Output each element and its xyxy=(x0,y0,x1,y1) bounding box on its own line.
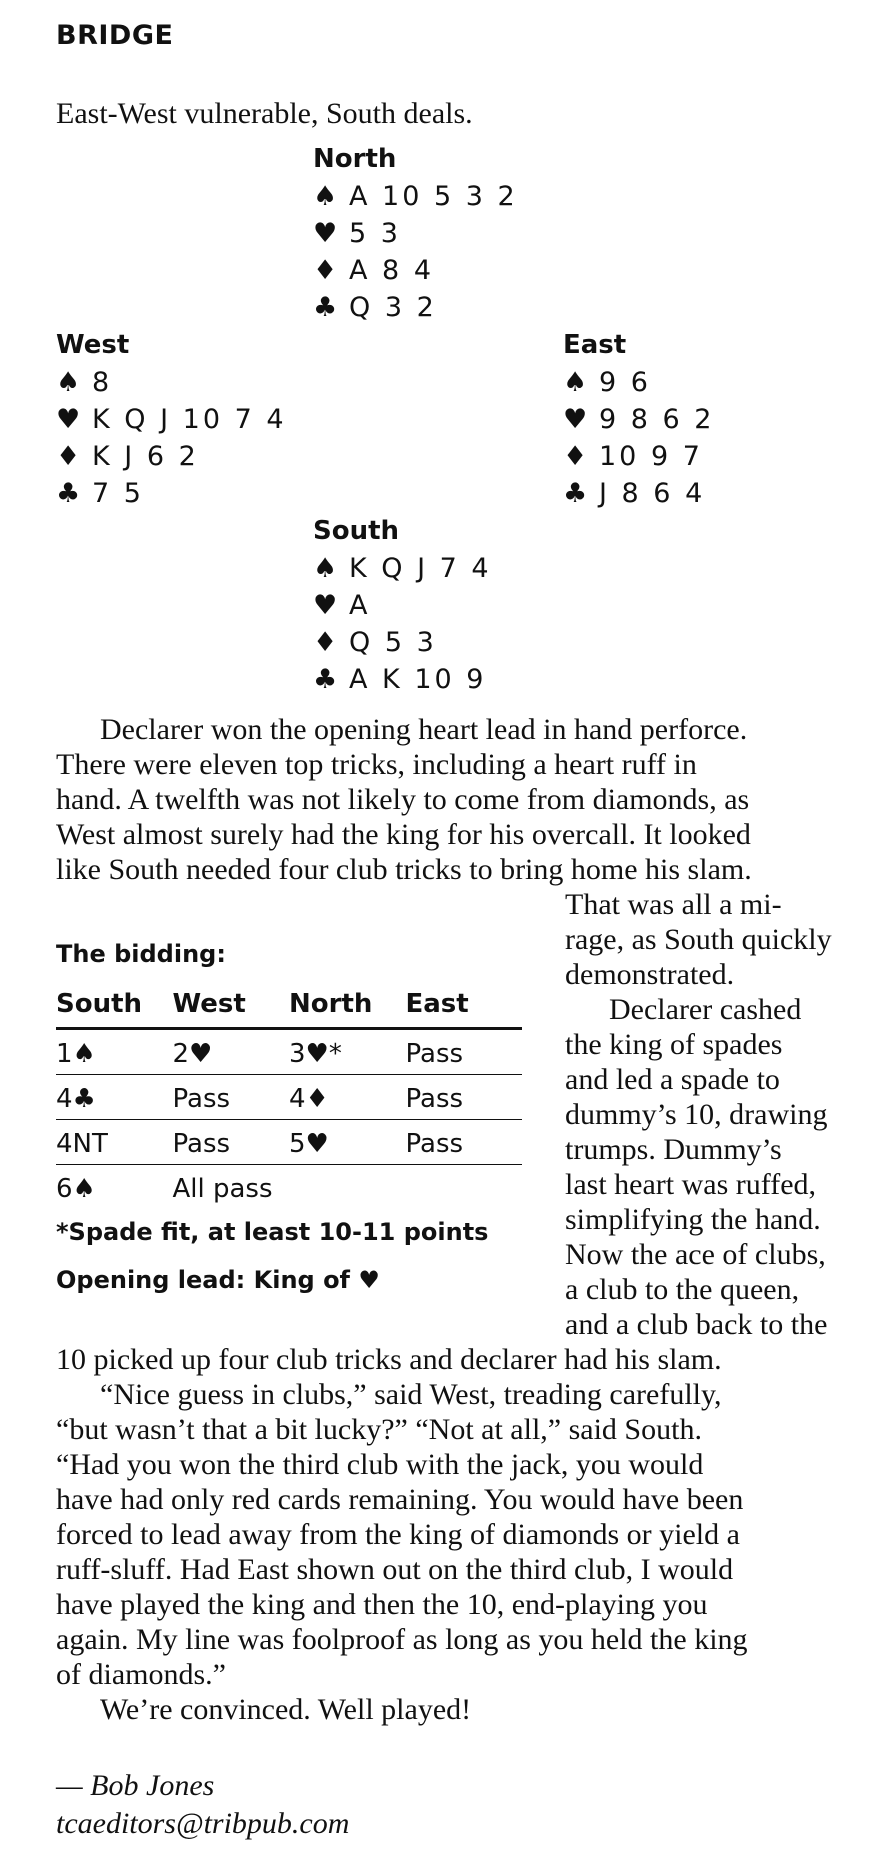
diamonds-cards: Q 5 3 xyxy=(349,627,437,658)
text-line: trumps. Dummy’s xyxy=(565,1133,782,1166)
text-line: ruff-sluff. Had East shown out on the third club, I would xyxy=(56,1553,734,1586)
hand-name: West xyxy=(56,330,130,360)
spades-cards: 9 6 xyxy=(599,367,651,398)
bid-cell: Pass xyxy=(406,1075,523,1120)
hand-name: South xyxy=(313,516,400,546)
bidding-row xyxy=(56,1120,522,1165)
bid-cell: 1♠ xyxy=(56,1029,173,1075)
clubs-row xyxy=(563,475,714,512)
diamond-icon: ♦ xyxy=(563,441,588,472)
diamonds-cards: K J 6 2 xyxy=(92,441,199,472)
article-paragraph-1 xyxy=(56,712,856,887)
text-line: again. My line was foolproof as long as you held the king xyxy=(56,1623,748,1656)
bidding-header: West xyxy=(173,985,290,1029)
bid-cell: Pass xyxy=(406,1120,523,1165)
bid-cell: 5♥ xyxy=(289,1120,406,1165)
text-line: the king of spades xyxy=(565,1028,783,1061)
text-line: and led a spade to xyxy=(565,1063,780,1096)
club-icon: ♣ xyxy=(56,478,81,509)
clubs-cards: A K 10 9 xyxy=(349,664,487,695)
hearts-cards: K Q J 10 7 4 xyxy=(92,404,287,435)
hand-north xyxy=(313,141,518,326)
hand-west xyxy=(56,327,287,512)
column-title: BRIDGE xyxy=(56,20,174,51)
author-email: tcaeditors@tribpub.com xyxy=(56,1807,350,1840)
bidding-footnote: *Spade fit, at least 10-11 points xyxy=(56,1218,489,1246)
bidding-table xyxy=(56,985,522,1209)
spade-icon: ♠ xyxy=(313,181,338,212)
vulnerability-line: East-West vulnerable, South deals. xyxy=(56,97,473,130)
text-line: simplifying the hand. xyxy=(565,1203,821,1236)
clubs-row xyxy=(313,661,492,698)
heart-icon: ♥ xyxy=(56,404,81,435)
club-icon: ♣ xyxy=(313,292,338,323)
spades-row xyxy=(56,364,287,401)
text-line: “but wasn’t that a bit lucky?” “Not at all,” said South. xyxy=(56,1413,702,1446)
spade-icon: ♠ xyxy=(56,367,81,398)
text-line: Declarer cashed xyxy=(609,993,802,1026)
text-line: hand. A twelfth was not likely to come from diamonds, as xyxy=(56,783,750,816)
heart-icon: ♥ xyxy=(358,1266,380,1294)
diamond-icon: ♦ xyxy=(313,627,338,658)
text-line: forced to lead away from the king of diamonds or yield a xyxy=(56,1518,740,1551)
diamonds-row xyxy=(313,252,518,289)
text-line: last heart was ruffed, xyxy=(565,1168,817,1201)
bid-cell: 4NT xyxy=(56,1120,173,1165)
text-line: have played the king and then the 10, end-playing you xyxy=(56,1588,708,1621)
article-right-column xyxy=(565,887,865,1342)
hearts-cards: A xyxy=(349,590,371,621)
spades-cards: K Q J 7 4 xyxy=(349,553,492,584)
text-line: Now the ace of clubs, xyxy=(565,1238,826,1271)
text-line: dummy’s 10, drawing xyxy=(565,1098,828,1131)
text-line: We’re convinced. Well played! xyxy=(100,1693,472,1726)
bidding-row xyxy=(56,1165,522,1210)
text-line: “Had you won the third club with the jack, you would xyxy=(56,1448,704,1481)
hearts-row xyxy=(313,587,492,624)
heart-icon: ♥ xyxy=(313,218,338,249)
hearts-row xyxy=(56,401,287,438)
text-line: a club to the queen, xyxy=(565,1273,800,1306)
spades-row xyxy=(563,364,714,401)
diamonds-cards: 10 9 7 xyxy=(599,441,703,472)
clubs-cards: Q 3 2 xyxy=(349,292,437,323)
text-line: and a club back to the xyxy=(565,1308,828,1341)
text-line: demonstrated. xyxy=(565,958,735,991)
bid-cell: Pass xyxy=(406,1029,523,1075)
hearts-row xyxy=(313,215,518,252)
spades-cards: 8 xyxy=(92,367,113,398)
article-paragraph-3 xyxy=(56,1342,856,1727)
text-line: 10 picked up four club tricks and declarer had his slam. xyxy=(56,1343,722,1376)
hand-name: East xyxy=(563,330,627,360)
opening-lead-label: Opening lead: King of xyxy=(56,1266,350,1294)
text-line: rage, as South quickly xyxy=(565,923,832,956)
bidding-header-row xyxy=(56,985,522,1029)
text-line: West almost surely had the king for his overcall. It looked xyxy=(56,818,751,851)
spade-icon: ♠ xyxy=(313,553,338,584)
hand-name: North xyxy=(313,144,397,174)
spades-row xyxy=(313,550,492,587)
bid-cell: Pass xyxy=(173,1120,290,1165)
text-line: There were eleven top tricks, including a heart ruff in xyxy=(56,748,697,781)
bidding-row xyxy=(56,1029,522,1075)
diamond-icon: ♦ xyxy=(56,441,81,472)
diamonds-row xyxy=(313,624,492,661)
diamonds-cards: A 8 4 xyxy=(349,255,434,286)
diamond-icon: ♦ xyxy=(313,255,338,286)
clubs-cards: 7 5 xyxy=(92,478,144,509)
bid-cell: 2♥ xyxy=(173,1029,290,1075)
bidding-row xyxy=(56,1075,522,1120)
text-line: of diamonds.” xyxy=(56,1658,226,1691)
bidding-header: South xyxy=(56,985,173,1029)
bid-cell: Pass xyxy=(173,1075,290,1120)
diamonds-row xyxy=(56,438,287,475)
author-byline: — Bob Jones xyxy=(56,1769,215,1802)
hearts-cards: 5 3 xyxy=(349,218,401,249)
diamonds-row xyxy=(563,438,714,475)
text-line: like South needed four club tricks to bring home his slam. xyxy=(56,853,752,886)
spades-row xyxy=(313,178,518,215)
bid-cell: 4♣ xyxy=(56,1075,173,1120)
club-icon: ♣ xyxy=(313,664,338,695)
bid-cell: 4♦ xyxy=(289,1075,406,1120)
clubs-row xyxy=(56,475,287,512)
clubs-cards: J 8 6 4 xyxy=(599,478,706,509)
bid-cell: 3♥* xyxy=(289,1029,406,1075)
spades-cards: A 10 5 3 2 xyxy=(349,181,518,212)
hearts-cards: 9 8 6 2 xyxy=(599,404,715,435)
text-line: have had only red cards remaining. You would have been xyxy=(56,1483,744,1516)
opening-lead xyxy=(56,1266,380,1294)
heart-icon: ♥ xyxy=(313,590,338,621)
bid-cell: 6♠ xyxy=(56,1174,96,1204)
bid-cell: All pass xyxy=(172,1174,273,1204)
bidding-header: East xyxy=(406,985,523,1029)
club-icon: ♣ xyxy=(563,478,588,509)
bidding-title: The bidding: xyxy=(56,940,226,968)
hand-east xyxy=(563,327,714,512)
heart-icon: ♥ xyxy=(563,404,588,435)
text-line: Declarer won the opening heart lead in hand perforce. xyxy=(100,713,748,746)
bidding-header: North xyxy=(289,985,406,1029)
clubs-row xyxy=(313,289,518,326)
text-line: That was all a mi- xyxy=(565,888,782,921)
hearts-row xyxy=(563,401,714,438)
text-line: “Nice guess in clubs,” said West, treading carefully, xyxy=(100,1378,722,1411)
hand-south xyxy=(313,513,492,698)
spade-icon: ♠ xyxy=(563,367,588,398)
